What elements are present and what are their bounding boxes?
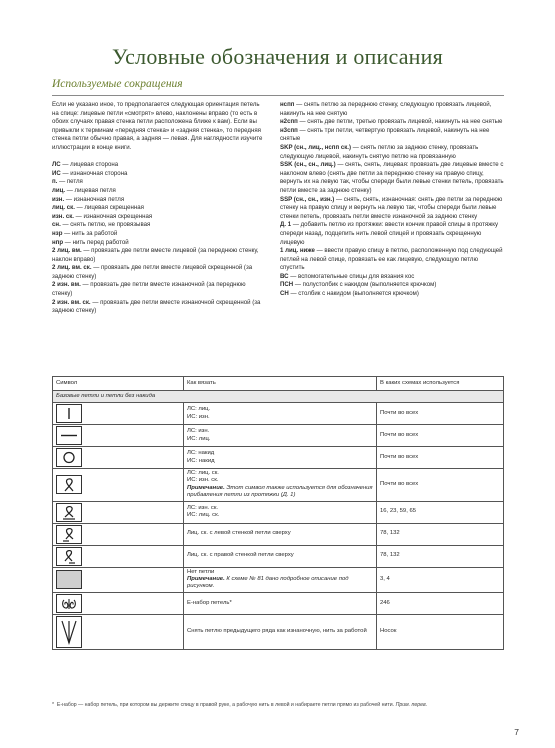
table-section-row — [53, 391, 504, 403]
how-line: ИС: изн. — [187, 413, 210, 420]
how-line: ЛС: накид — [187, 450, 215, 457]
abbreviation-term: лиц. ск. — [52, 204, 75, 212]
abbreviation-definition: — вспомогательные спицы для вязания кос — [288, 272, 415, 280]
abbreviation-definition: — провязать две петли вместе лицевой (за переднюю стенку, наклон вправо) — [52, 247, 259, 263]
abbreviation-item — [280, 127, 504, 144]
abbreviation-definition: — полустолбик с накидом (выполняется крючком) — [293, 281, 437, 289]
footnote-star: * — [52, 702, 55, 708]
symbols-table — [52, 376, 504, 650]
abbreviation-definition: — лицевая сторона — [60, 161, 119, 169]
section-subtitle: Используемые сокращения — [52, 78, 183, 90]
abbreviation-definition: — столбик с накидом (выполняется крючком) — [288, 290, 419, 298]
abbreviation-definition: — снять, снять, лицевая: провязать две лицевые вместе с наклоном влево (снять две петли за переднюю стенку на правую спицу, вернуть их на левую так, чтобы спереди были левые стенки петель, провязать петли вместе за заднюю стенку) — [280, 161, 504, 194]
abbreviations-right-column — [280, 101, 504, 299]
how-line: ИС: изн. ск. — [187, 477, 219, 484]
footnote — [52, 702, 512, 709]
abbreviation-term: 2 изн. вм. — [52, 281, 81, 289]
where-cell: 3, 4 — [377, 567, 504, 592]
how-line: ИС: лиц. ск. — [187, 512, 220, 519]
how-line: Е-набор петель* — [187, 599, 232, 606]
vertical-bar-icon — [56, 404, 82, 423]
how-line: ЛС: изн. ск. — [187, 504, 219, 511]
header-where: В каких схемах используется — [377, 377, 504, 391]
abbreviation-item — [280, 144, 504, 161]
where-cell: Носок — [377, 614, 504, 649]
abbreviation-item — [280, 161, 504, 195]
abbreviation-item — [52, 281, 264, 298]
abbreviation-term: ВС — [280, 272, 289, 280]
note-label: Примечание. — [187, 484, 225, 491]
where-cell: 78, 132 — [377, 545, 504, 567]
abbreviation-term: СН — [280, 290, 289, 298]
table-row — [53, 567, 504, 592]
abbreviation-term: 2 лиц. вм. — [52, 247, 82, 255]
twisted-loop-right-icon — [56, 547, 82, 566]
header-how: Как вязать — [184, 377, 377, 391]
where-cell: 246 — [377, 592, 504, 614]
abbreviation-definition: — снять петлю за заднюю стенку, провязать следующую лицевой, накинуть снятую петлю на провязанную — [280, 143, 479, 160]
how-line: ЛС: изн. — [187, 428, 210, 435]
abbreviation-term: изн. ск. — [52, 212, 74, 220]
abbreviation-definition: — нить за работой — [62, 229, 118, 237]
circle-icon — [56, 448, 82, 467]
how-line: ИС: лиц. — [187, 435, 211, 442]
how-line: Нет петли — [187, 568, 215, 575]
abbreviation-item — [280, 101, 504, 118]
abbreviation-term: SKP (сн., лиц., нспп ск.) — [280, 143, 352, 151]
note-label: Примечание. — [187, 576, 225, 583]
intro-paragraph: Если не указано иное, то предполагается следующая ориентация петель на спице: лицевые петли «смотрят» влево, наклонены вправо (то есть в обоих случаях правая стенка петли расположена ближе к вам). Если вы привыкли к терминам «передняя стенка» и «задняя стенка», то передняя стенка петли обычно правая, а задняя — левая. Для наглядности изучите иллюстрации в конце книги. — [52, 101, 263, 151]
abbreviation-term: SSK (сн., сн., лиц.) — [280, 161, 336, 169]
abbreviation-term: SSP (сн., сн., изн.) — [280, 195, 335, 203]
how-line: Снять петлю предыдущего ряда как изнаночную, нить за работой — [187, 628, 367, 635]
abbreviation-term: 2 изн. вм. ск. — [52, 298, 91, 306]
note-body: Этот символ также используется для обозначения прибавления петли из протяжки (Д. 1) — [187, 484, 373, 499]
abbreviation-term: нспп — [280, 101, 295, 108]
abbreviation-definition: — лицевая петля — [65, 186, 116, 194]
abbreviation-term: н2спп — [280, 118, 298, 126]
abbreviation-item — [280, 221, 504, 247]
note-text — [187, 576, 373, 591]
how-line: ЛС: лиц. ск. — [187, 470, 219, 476]
where-cell: Почти во всех — [377, 469, 504, 502]
table-row — [53, 614, 504, 649]
note-text — [187, 485, 373, 500]
table-row — [53, 447, 504, 469]
abbreviation-term: ЛС — [52, 161, 61, 169]
abbreviation-definition: — нить перед работой — [63, 238, 129, 246]
table-row — [53, 403, 504, 425]
abbreviation-item — [280, 247, 504, 273]
abbreviation-term: н3спп — [280, 126, 298, 134]
abbreviation-item — [52, 170, 264, 179]
abbreviation-item — [52, 213, 264, 222]
no-stitch-icon — [56, 570, 82, 589]
table-row — [53, 501, 504, 523]
slip-stitch-icon — [56, 616, 82, 648]
footnote-text: Е-набор — набор петель, при котором вы держите спицу в правой руке, а рабочую нить в левой и набираете петли прямо из рабочей нити. — [56, 702, 395, 708]
abbreviation-item — [280, 273, 504, 282]
abbreviation-term: ИС — [52, 169, 61, 177]
abbreviation-definition: — снять две петли, третью провязать лицевой, накинуть на нее снятые — [297, 118, 503, 126]
abbreviation-definition: — изнаночная скрещенная — [73, 212, 153, 220]
abbreviation-definition: — провязать две петли вместе изнаночной скрещенной (за заднюю стенку) — [52, 298, 261, 315]
page-number: 7 — [514, 727, 519, 737]
abbreviation-term: нпр — [52, 238, 64, 246]
abbreviation-definition: — изнаночная петля — [64, 195, 125, 203]
where-cell: 78, 132 — [377, 523, 504, 545]
abbreviation-item — [52, 161, 264, 170]
abbreviation-definition: — ввести правую спицу в петлю, расположенную под следующей петлей на левой спице, провязать ее как лицевую, следующую петлю спустить — [280, 247, 503, 272]
abbreviation-definition: — снять петлю, не провязывая — [60, 221, 151, 229]
abbreviation-item — [52, 230, 264, 239]
table-row — [53, 523, 504, 545]
abbreviation-term: нзр — [52, 229, 63, 237]
how-line: Лиц. ск. с левой стенкой петли сверху — [187, 530, 291, 537]
abbreviation-definition: — лицевая скрещенная — [74, 204, 144, 212]
abbreviation-term: лиц. — [52, 186, 66, 194]
abbreviation-term: п. — [52, 178, 58, 186]
section-label: Базовые петли и петли без накида — [53, 391, 504, 403]
abbreviation-definition: — добавить петлю из протяжки: ввести кончик правой спицы в протяжку спереди назад, подцепить нить левой спицей и провязать скрещенную лицевую — [280, 221, 499, 246]
footnote-credit: Прим. перев. — [395, 702, 428, 708]
abbreviation-item — [280, 290, 504, 299]
header-symbol: Символ — [53, 377, 184, 391]
abbreviation-definition: — петля — [57, 178, 83, 186]
twisted-loop-icon — [56, 475, 82, 494]
abbreviation-item — [280, 118, 504, 127]
where-cell: Почти во всех — [377, 447, 504, 469]
abbreviation-item — [52, 204, 264, 213]
divider — [52, 95, 504, 96]
abbreviation-term: сн. — [52, 221, 61, 229]
abbreviation-definition: — провязать две петли вместе лицевой скрещенной (за заднюю стенку) — [52, 264, 253, 280]
table-header-row — [53, 377, 504, 391]
abbreviations-left-column — [52, 101, 264, 316]
where-cell: Почти во всех — [377, 403, 504, 425]
abbreviation-list-right — [280, 101, 504, 299]
how-line: ЛС: лиц. — [187, 406, 211, 413]
abbreviation-list-left — [52, 161, 264, 316]
abbreviation-definition: — снять петлю за переднюю стенку, следующую провязать лицевой, накинуть на нее снятую — [280, 101, 492, 117]
abbreviation-item — [52, 239, 264, 248]
where-cell: 16, 23, 59, 65 — [377, 501, 504, 523]
abbreviation-term: 2 лиц. вм. ск. — [52, 264, 92, 272]
note-body: К схеме № 81 дано подробное описание под рисунком. — [187, 576, 349, 590]
abbreviation-item — [52, 196, 264, 205]
abbreviation-term: Д. 1 — [280, 221, 292, 229]
abbreviation-definition: — снять, снять, изнаночная: снять две петли за переднюю стенку на правую спицу и вернуть на левую так, чтобы спереди были левые стенки петель, провязать петли вместе изнаночной за заднюю стенку — [280, 195, 503, 220]
where-cell: Почти во всех — [377, 425, 504, 447]
table-row — [53, 469, 504, 502]
abbreviation-item — [280, 196, 504, 222]
table-row — [53, 545, 504, 567]
horizontal-bar-icon — [56, 426, 82, 445]
abbreviation-term: изн. — [52, 195, 65, 203]
abbreviation-item — [52, 299, 264, 316]
abbreviation-item — [280, 281, 504, 290]
page-title: Условные обозначения и описания — [112, 44, 443, 69]
table-row — [53, 425, 504, 447]
abbreviation-item — [52, 221, 264, 230]
abbreviation-item — [52, 187, 264, 196]
abbreviation-item — [52, 247, 264, 264]
how-line: Лиц. ск. с правой стенкой петли сверху — [187, 552, 294, 559]
abbreviation-definition: — снять три петли, четвертую провязать лицевой, накинуть на нее снятые — [280, 126, 490, 143]
abbreviation-definition: — изнаночная сторона — [60, 169, 128, 177]
e-cast-on-icon — [56, 594, 82, 613]
abbreviation-item — [52, 264, 264, 281]
how-line: ИС: накид — [187, 457, 215, 464]
abbreviation-item — [52, 178, 264, 187]
table-row — [53, 592, 504, 614]
twisted-loop-left-icon — [56, 525, 82, 544]
abbreviation-term: ПСН — [280, 281, 294, 289]
abbreviation-definition: — провязать две петли вместе изнаночной (за переднюю стенку) — [52, 281, 246, 298]
twisted-loop-bar-icon — [56, 503, 82, 522]
abbreviation-term: 1 лиц. ниже — [280, 247, 315, 255]
